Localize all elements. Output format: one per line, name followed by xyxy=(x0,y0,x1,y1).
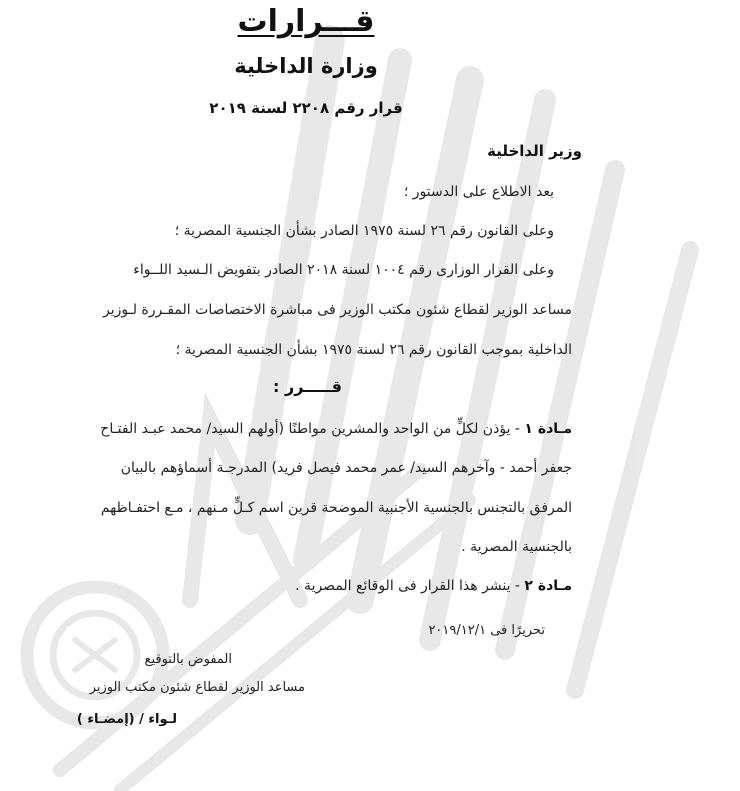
article-1-line: جعفر أحمد - وآخرهم السيد/ عمر محمد فيصل فريد) المدرجـة أسماؤهم بالبيان xyxy=(120,460,572,476)
page-title: قـــرارات xyxy=(237,4,375,39)
issuer-heading: وزير الداخلية xyxy=(487,142,582,160)
article-2-line xyxy=(295,577,572,595)
preamble-line: وعلى القانون رقم ٢٦ لسنة ١٩٧٥ الصادر بشأن الجنسية المصرية ؛ xyxy=(174,223,554,239)
article-1-line xyxy=(100,420,572,438)
article-1-text: - يؤذن لكلٍّ من الواحد والمشرين مواطنًا (أولهم السيد/ محمد عبـد الفتـاح xyxy=(100,421,520,437)
ministry-name: وزارة الداخلية xyxy=(234,54,378,78)
article-1-label: مـادة ١ xyxy=(524,421,572,437)
decided-heading: قـــــرر : xyxy=(273,377,342,396)
signature-title: مساعد الوزير لقطاع شئون مكتب الوزير xyxy=(89,680,305,695)
issue-date: تحريرًا فى ٢٠١٩/١٢/١ xyxy=(428,623,545,638)
signature-authorized: المفوض بالتوقيع xyxy=(144,652,232,667)
preamble-line: الداخلية بموجب القانون رقم ٢٦ لسنة ١٩٧٥ بشأن الجنسية المصرية ؛ xyxy=(175,342,572,358)
article-2-label: مـادة ٢ xyxy=(524,578,572,594)
signature-line: لـواء / (إمضـاء ) xyxy=(76,712,177,727)
preamble-line: وعلى القرار الوزارى رقم ١٠٠٤ لسنة ٢٠١٨ الصادر بتفويض الـسيد اللــواء xyxy=(133,262,554,278)
article-1-line: بالجنسية المصرية . xyxy=(461,539,572,555)
article-2-text: - ينشر هذا القرار فى الوقائع المصرية . xyxy=(295,578,520,594)
preamble-line: بعد الاطلاع على الدستور ؛ xyxy=(403,184,554,200)
decree-number: قرار رقم ٢٢٠٨ لسنة ٢٠١٩ xyxy=(209,99,403,117)
article-1-line: المرفق بالتجنس بالجنسية الأجنبية الموضحة قرين اسم كـلٍّ مـنهم ، مـع احتفـاظهم xyxy=(100,500,572,516)
preamble-line: مساعد الوزير لقطاع شئون مكتب الوزير فى مباشرة الاختصاصات المقـررة لـوزير xyxy=(103,302,572,318)
